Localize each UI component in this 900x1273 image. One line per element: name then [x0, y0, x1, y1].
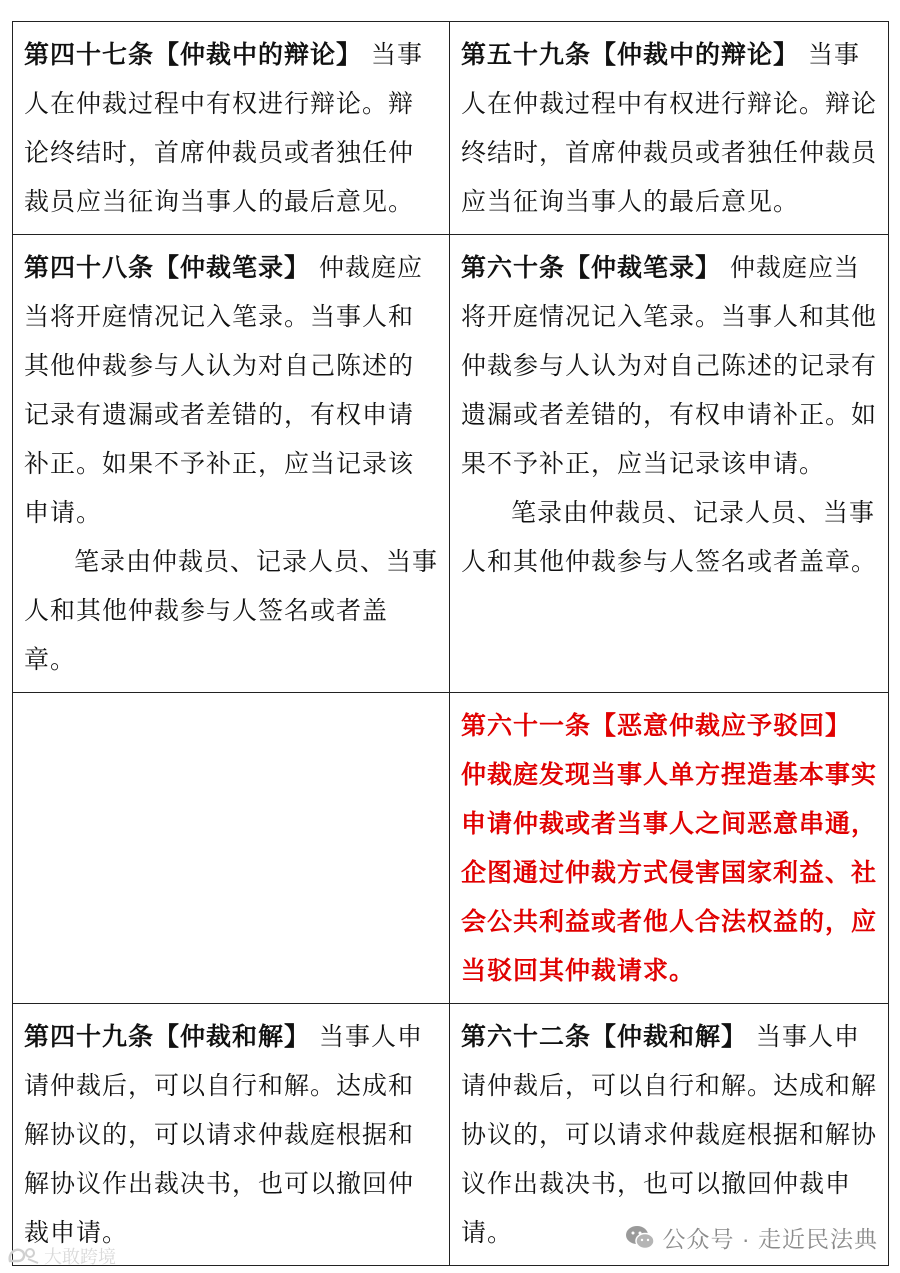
- article-title: 第四十七条【仲裁中的辩论】: [24, 40, 363, 69]
- article-paragraph: 笔录由仲裁员、记录人员、当事人和其他仲裁参与人签名或者盖章。: [461, 498, 878, 576]
- table-row: [13, 693, 889, 1004]
- old-article-cell-empty: [13, 693, 450, 1004]
- article-body: 仲裁庭发现当事人单方捏造基本事实申请仲裁或者当事人之间恶意串通，企图通过仲裁方式侵害国家利益、社会公共利益或者他人合法权益的，应当驳回其仲裁请求。: [461, 760, 878, 985]
- article-title: 第四十九条【仲裁和解】: [24, 1022, 311, 1051]
- new-article-cell-added: [450, 693, 889, 1004]
- table-row: [13, 22, 889, 235]
- article-body: 当事人在仲裁过程中有权进行辩论。辩论终结时，首席仲裁员或者独任仲裁员应当征询当事人的最后意见。: [461, 40, 878, 216]
- article-title: 第六十条【仲裁笔录】: [461, 253, 722, 282]
- brand-logo-icon: [6, 1245, 40, 1267]
- table-row: [13, 235, 889, 693]
- article-body: 仲裁庭应当将开庭情况记入笔录。当事人和其他仲裁参与人认为对自己陈述的记录有遗漏或者差错的，有权申请补正。如果不予补正，应当记录该申请。: [24, 253, 423, 527]
- article-body: 当事人申请仲裁后，可以自行和解。达成和解协议的，可以请求仲裁庭根据和解协议作出裁决书，也可以撤回仲裁申请。: [461, 1022, 878, 1247]
- comparison-table: [12, 21, 889, 1266]
- article-title: 第五十九条【仲裁中的辩论】: [461, 40, 800, 69]
- article-title: 第六十二条【仲裁和解】: [461, 1022, 748, 1051]
- article-body: 仲裁庭应当将开庭情况记入笔录。当事人和其他仲裁参与人认为对自己陈述的记录有遗漏或者差错的，有权申请补正。如果不予补正，应当记录该申请。: [461, 253, 878, 478]
- article-title: 第六十一条【恶意仲裁应予驳回】: [461, 711, 852, 740]
- brand-logo-text: 大敢跨境: [44, 1247, 116, 1267]
- article-body: 当事人在仲裁过程中有权进行辩论。辩论终结时，首席仲裁员或者独任仲裁员应当征询当事人的最后意见。: [24, 40, 423, 216]
- new-article-cell: [450, 235, 889, 693]
- old-article-cell: [13, 22, 450, 235]
- old-article-cell: [13, 1004, 450, 1266]
- wechat-icon: [625, 1225, 655, 1251]
- article-title: 第四十八条【仲裁笔录】: [24, 253, 311, 282]
- account-watermark: [625, 1221, 878, 1254]
- old-article-cell: [13, 235, 450, 693]
- article-paragraph: 笔录由仲裁员、记录人员、当事人和其他仲裁参与人签名或者盖章。: [24, 547, 439, 674]
- article-body: 当事人申请仲裁后，可以自行和解。达成和解协议的，可以请求仲裁庭根据和解协议作出裁决书，也可以撤回仲裁申请。: [24, 1022, 423, 1247]
- watermark-text: 公众号 · 走近民法典: [662, 1226, 878, 1252]
- brand-logo: [6, 1243, 116, 1269]
- new-article-cell: [450, 22, 889, 235]
